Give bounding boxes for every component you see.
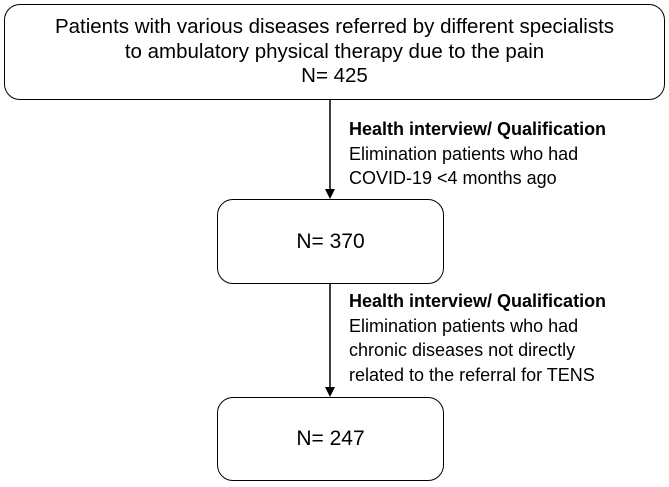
initial-description-line-2: to ambulatory physical therapy due to the pain (124, 39, 545, 63)
step-1-line-2: COVID-19 <4 months ago (349, 168, 557, 188)
step-1-line-1: Elimination patients who had (349, 143, 579, 164)
step-2-line-3: related to the referral for TENS (349, 364, 595, 385)
step-1-note (349, 117, 606, 191)
step-2-line-2: chronic diseases not directly (349, 340, 576, 360)
step-2-line-1: Elimination patients who had (349, 315, 579, 336)
initial-count: N= 425 (301, 64, 368, 88)
step-1-title: Health interview/ Qualification (349, 119, 607, 139)
box-final-sample (217, 397, 444, 481)
final-count: N= 247 (296, 427, 365, 450)
box-after-covid-exclusion (217, 199, 444, 284)
step-2-title: Health interview/ Qualification (349, 291, 607, 311)
step-2-note (349, 289, 606, 387)
middle-count: N= 370 (296, 229, 365, 253)
initial-description-line-1: Patients with various diseases referred by different specialists (54, 15, 615, 39)
box-initial-referrals (4, 4, 665, 100)
